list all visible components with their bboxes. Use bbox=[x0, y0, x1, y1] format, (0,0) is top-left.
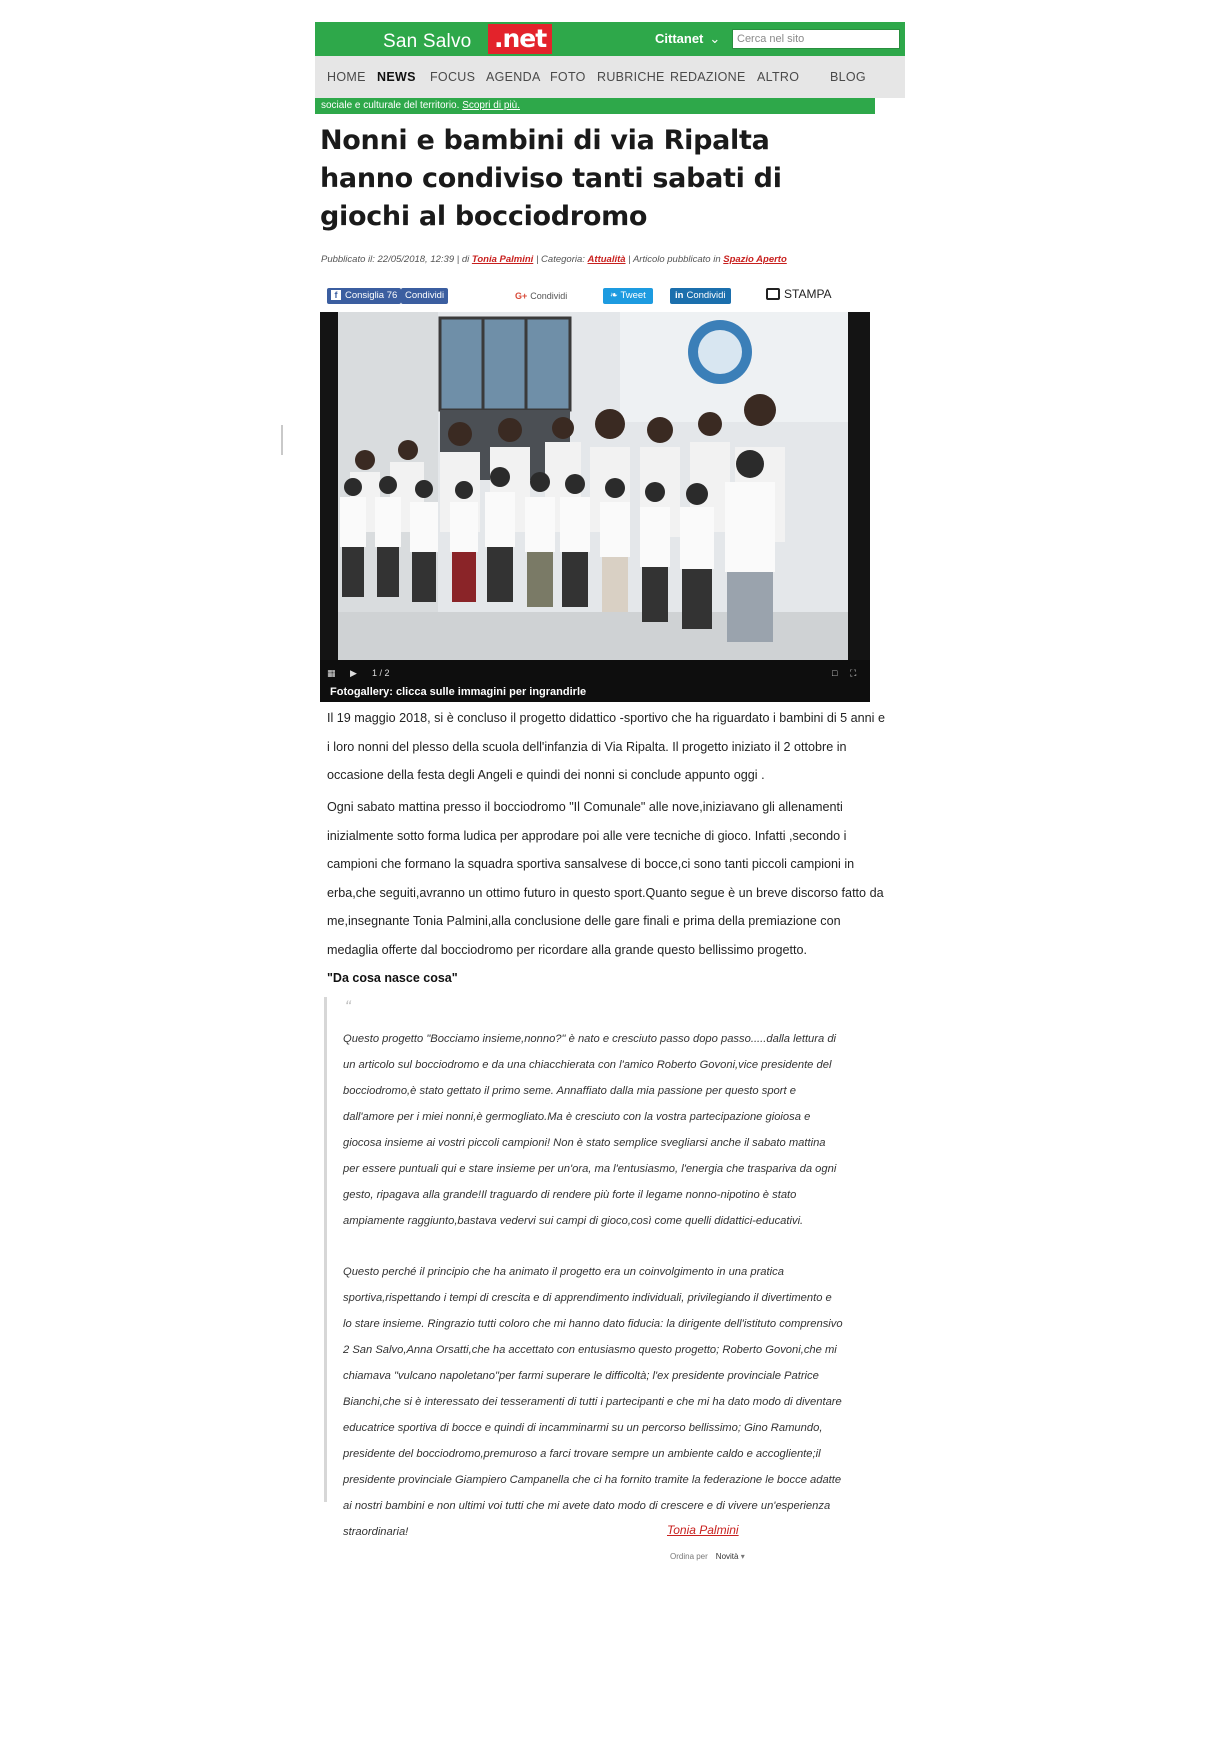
ticker-link[interactable]: Scopri di più. bbox=[462, 100, 520, 111]
twitter-tweet-button[interactable] bbox=[603, 288, 653, 304]
order-label: Ordina per bbox=[670, 1552, 708, 1561]
facebook-share-button[interactable]: Condividi bbox=[401, 288, 448, 304]
facebook-like-label: Consiglia 76 bbox=[345, 290, 398, 301]
quote-signature-link[interactable]: Tonia Palmini bbox=[667, 1523, 739, 1537]
nav-foto[interactable]: FOTO bbox=[550, 70, 586, 84]
nav-altro[interactable]: ALTRO bbox=[757, 70, 800, 84]
nav-news[interactable]: NEWS bbox=[377, 70, 416, 84]
body-paragraph-2: Ogni sabato mattina presso il bocciodromo "Il Comunale" alle nove,iniziavano gli allenamenti inizialmente sotto forma ludica per approdare poi alle vere tecniche di gioco. Infatti ,secondo i campioni che formano la squadra sportiva sansalvese di bocce,ci sono tanti piccoli campioni in erba,che seguiti,avranno un ottimo futuro in questo sport.Quanto segue è un breve discorso fatto da me,insegnante Tonia Palmini,alla conclusione delle gare finali e prima della premiazione con medaglia offerte dal bocciodromo per ricordare alla grande questo bellissimo progetto. bbox=[327, 800, 884, 957]
chevron-down-icon: ▾ bbox=[740, 1552, 745, 1561]
nav-home[interactable]: HOME bbox=[327, 70, 366, 84]
search-input[interactable]: Cerca nel sito bbox=[732, 29, 900, 49]
gallery-photo[interactable] bbox=[320, 312, 870, 702]
linkedin-label: Condividi bbox=[686, 290, 726, 301]
photo-gallery[interactable] bbox=[320, 312, 870, 702]
fullscreen-icon[interactable]: ⛶ bbox=[850, 668, 857, 678]
meta-section-link[interactable]: Spazio Aperto bbox=[723, 254, 787, 265]
tweet-label: Tweet bbox=[620, 290, 646, 301]
twitter-icon: ❧ bbox=[610, 290, 621, 301]
quote-paragraph-1: Questo progetto "Bocciamo insieme,nonno?" è nato e cresciuto passo dopo passo.....dalla lettura di un articolo sul bocciodromo e da una chiacchierata con l'amico Roberto Govoni,vice presidente del bocciodromo,è stato gettato il primo seme. Annaffiato dalla mia passione per questo sport e dall'amore per i miei nonni,è germogliato.Ma è cresciuto con la vostra partecipazione gioiosa e giocosa insieme ai vostri piccoli campioni! Non è stato semplice svegliarsi anche il sabato mattina per essere puntuali qui e stare insieme per un'ora, ma l'entusiasmo, l'energia che traspariva da ogni gesto, ripagava alla grande!Il traguardo di rendere più forte il legame nonno-nipotino è stato ampiamente raggiunto,bastava vedervi sui campi di gioco,così come quelli didattici-educativi. bbox=[343, 1033, 837, 1227]
article-title: Nonni e bambini di via Ripalta hanno condiviso tanti sabati di giochi al bocciodromo bbox=[320, 125, 782, 232]
meta-category-label: | Categoria: bbox=[535, 254, 585, 265]
site-logo[interactable]: San Salvo bbox=[383, 31, 472, 52]
quote-mark-icon: “ bbox=[345, 997, 351, 1016]
google-plus-share-button[interactable] bbox=[515, 288, 567, 304]
nav-redazione[interactable]: REDAZIONE bbox=[670, 70, 746, 84]
facebook-like-button[interactable] bbox=[327, 288, 401, 304]
comments-order[interactable] bbox=[670, 1552, 745, 1561]
gallery-counter: 1 / 2 bbox=[372, 668, 390, 678]
chevron-down-icon: ⌄ bbox=[709, 31, 721, 46]
gallery-caption: Fotogallery: clicca sulle immagini per ingrandirle bbox=[330, 686, 587, 698]
quote-paragraph-2: Questo perché il principio che ha animato il progetto era un coinvolgimento in una pratica sportiva,rispettando i tempi di crescita e di apprendimento individuali, privilegiando il divertimento e lo stare insieme. Ringrazio tutti coloro che mi hanno dato fiducia: la dirigente dell'istituto comprensivo 2 San Salvo,Anna Orsatti,che ha accettato con entusiasmo questo progetto; Roberto Govoni,che mi chiamava "vulcano napoletano"per farmi superare le difficoltà; l'ex presidente provinciale Patrice Bianchi,che si è interessato dei tesseramenti di tutti i partecipanti e che mi ha dato modo di diventare educatrice sportiva di bocce e quindi di incamminarmi su un percorso bellissimo; Gino Ramundo, presidente del bocciodromo,premuroso a farci trovare sempre un ambiente caldo e accogliente;il presidente provinciale Giampiero Campanella che ci ha fornito tramite la federazione le bocce adatte ai nostri bambini e non ultimi voi tutti che mi avete dato modo di crescere e di vivere un'esperienza straordinaria! bbox=[343, 1266, 843, 1538]
ticker-text: sociale e culturale del territorio. bbox=[321, 100, 460, 111]
google-plus-label: Condividi bbox=[530, 291, 568, 301]
site-logo-net[interactable]: .net bbox=[488, 24, 552, 54]
minimize-icon[interactable]: □ bbox=[832, 668, 838, 678]
scan-edge-mark bbox=[281, 425, 283, 455]
body-paragraph-1: Il 19 maggio 2018, si è concluso il progetto didattico -sportivo che ha riguardato i bambini di 5 anni e i loro nonni del plesso della scuola dell'infanzia di Via Ripalta. Il progetto iniziato il 2 ottobre in occasione della festa degli Angeli e quindi dei nonni si conclude appunto oggi . bbox=[327, 711, 885, 782]
cittanet-label: Cittanet bbox=[655, 31, 704, 46]
meta-section-label: | Articolo pubblicato in bbox=[628, 254, 721, 265]
nav-agenda[interactable]: AGENDA bbox=[486, 70, 541, 84]
print-button[interactable] bbox=[766, 286, 832, 302]
nav-focus[interactable]: FOCUS bbox=[430, 70, 476, 84]
google-plus-icon: G+ bbox=[515, 291, 528, 301]
news-ticker bbox=[315, 98, 875, 114]
printer-icon bbox=[766, 288, 780, 300]
nav-blog[interactable]: BLOG bbox=[830, 70, 866, 84]
meta-published: Pubblicato il: 22/05/2018, 12:39 | di bbox=[321, 254, 470, 265]
linkedin-share-button[interactable] bbox=[670, 288, 731, 304]
order-value: Novità bbox=[715, 1552, 739, 1561]
site-header bbox=[315, 22, 905, 56]
blockquote bbox=[324, 997, 857, 1538]
meta-category-link[interactable]: Attualità bbox=[587, 254, 626, 265]
quote-heading: "Da cosa nasce cosa" bbox=[327, 971, 458, 985]
main-nav bbox=[315, 56, 905, 98]
play-icon[interactable]: ▶ bbox=[350, 668, 357, 678]
facebook-icon: f bbox=[331, 290, 341, 300]
grid-view-icon[interactable]: ▦ bbox=[327, 668, 336, 678]
cittanet-dropdown[interactable] bbox=[655, 31, 720, 47]
nav-rubriche[interactable]: RUBRICHE bbox=[597, 70, 665, 84]
linkedin-icon: in bbox=[675, 290, 684, 301]
article-meta bbox=[321, 254, 787, 265]
meta-author-link[interactable]: Tonia Palmini bbox=[471, 254, 534, 265]
print-label: STAMPA bbox=[784, 287, 832, 301]
